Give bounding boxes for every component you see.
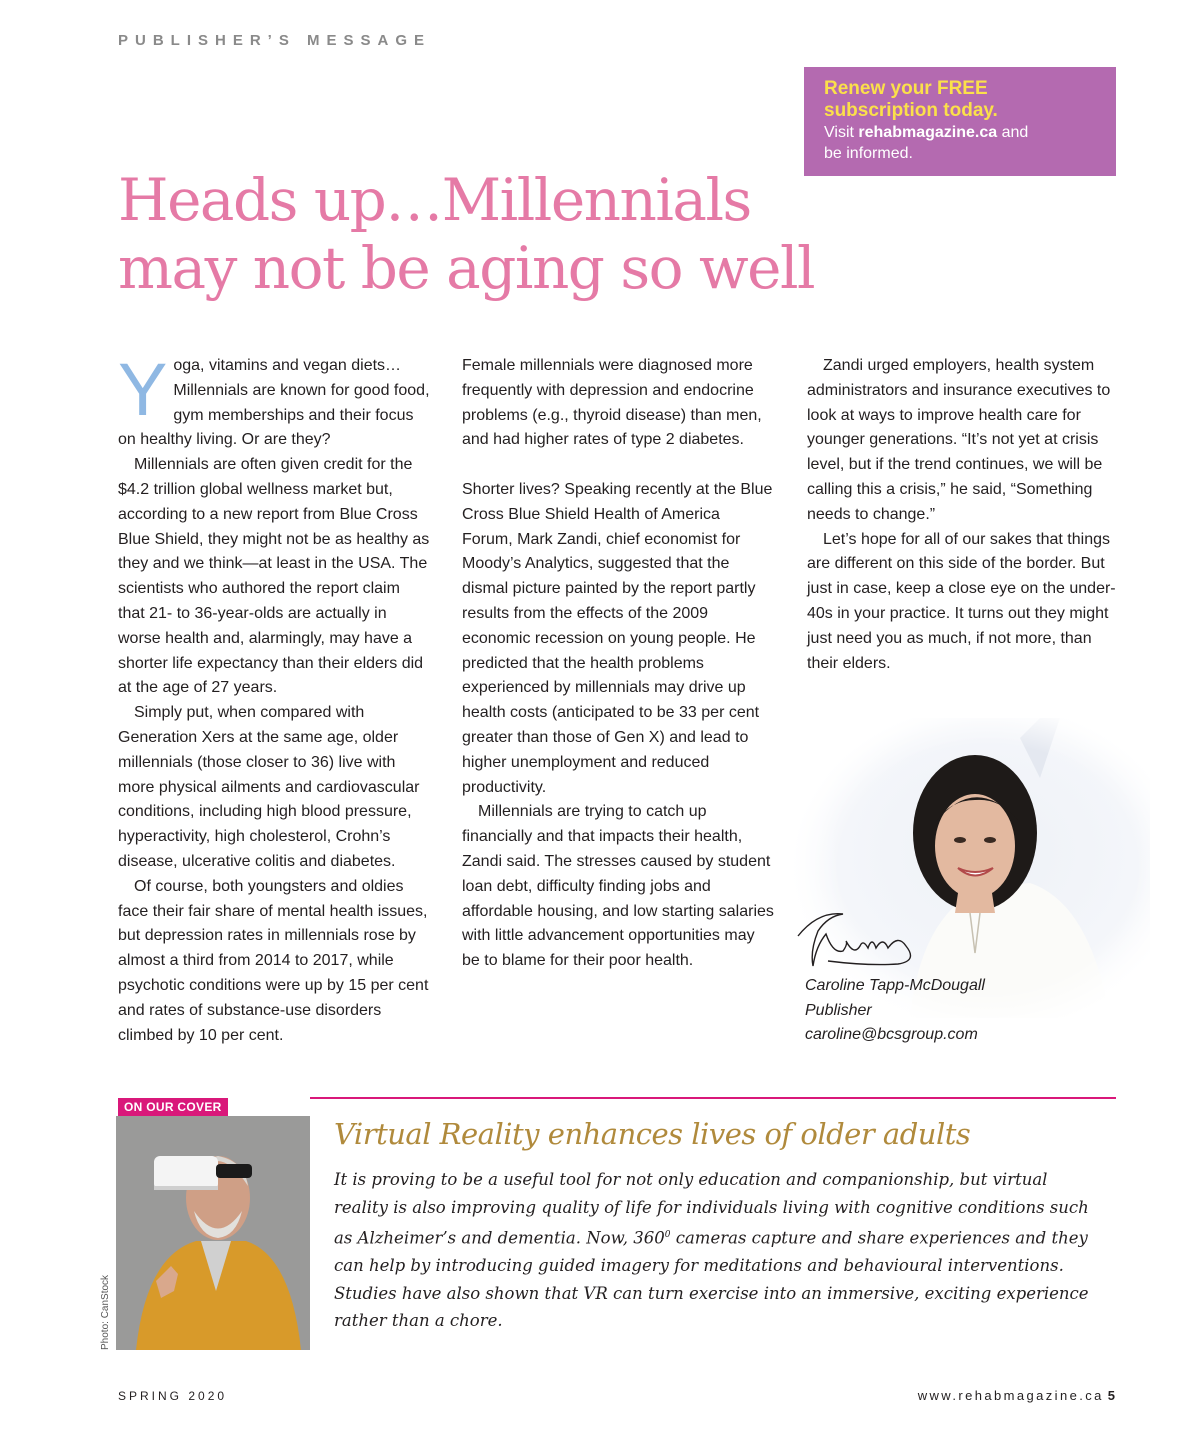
promo-headline-2: subscription today.: [824, 100, 998, 121]
col2-paragraph-3: Millennials are trying to catch up financially and that impacts their health, Zandi said. The stresses caused by student loan debt, difficulty finding jobs and affordable housing, and low starting salaries with little advancement opportunities may be to blame for their poor health.: [462, 803, 774, 970]
author-email[interactable]: caroline@bcsgroup.com: [805, 1026, 978, 1043]
article-column-1: [118, 348, 430, 1048]
cover-story-text: [334, 1166, 1094, 1335]
promo-and-word: and: [997, 124, 1029, 141]
col1-paragraph-1: oga, vitamins and vegan diets… Millennials are known for good food, gym memberships and their focus on healthy living. Or are they?: [118, 357, 430, 449]
col1-paragraph-4: Of course, both youngsters and oldies face their fair share of mental health issues, but depression rates in millennials rose by almost a third from 2014 to 2017, while psychotic conditions were up by 15 per cent and rates of substance-use disorders climbed by 10 per cent.: [118, 877, 429, 1044]
col1-paragraph-3: Simply put, when compared with Generation Xers at the same age, older millennials (those closer to 36) live with more physical ailments and cardiovascular conditions, including high blood pressure, hyperactivity, high cholesterol, Crohn’s disease, ulcerative colitis and diabetes.: [118, 704, 420, 870]
promo-site-link[interactable]: rehabmagazine.ca: [858, 124, 998, 141]
article-column-3: [807, 354, 1119, 676]
promo-be-informed: be informed.: [824, 145, 913, 162]
section-label: PUBLISHER’S MESSAGE: [118, 32, 432, 49]
headline-line-2: may not be aging so well: [118, 234, 815, 302]
article-headline: [118, 166, 818, 302]
promo-visit-word: Visit: [824, 124, 859, 141]
cover-text-part-2: cameras capture and share experiences and they can help by introducing guided imagery for meditations and behavioural interventions. Studies have also shown that VR can turn exercise into an immersive, exciting experience rather than a chore.: [334, 1228, 1089, 1331]
promo-headline-1: Renew your FREE: [824, 78, 988, 99]
footer-website: [918, 1388, 1115, 1403]
cover-text-superscript: 0: [664, 1229, 671, 1240]
photo-credit: Photo: CanStock: [100, 1274, 111, 1350]
col1-paragraph-2: Millennials are often given credit for the $4.2 trillion global wellness market but, according to a new report from Blue Cross Blue Shield, they might not be as healthy as they and we think—at least in the USA. The scientists who authored the report claim that 21- to 36-year-olds are actually in worse health and, alarmingly, may have a shorter life expectancy than their elders did at the age of 27 years.: [118, 456, 430, 697]
cover-photo-vr-senior: [116, 1116, 310, 1350]
issue-label: SPRING 2020: [118, 1389, 228, 1403]
publisher-signature: [788, 906, 928, 976]
subscription-promo[interactable]: [804, 67, 1116, 176]
col2-paragraph-2: Shorter lives? Speaking recently at the Blue Cross Blue Shield Health of America Forum, Mark Zandi, chief economist for Moody’s Analytics, suggested that the dismal picture painted by the report partly results from the effects of the 2009 economic recession on young people. He predicted that the health problems experienced by millennials may drive up health costs (anticipated to be 33 per cent greater than those of Gen X) and lead to higher unemployment and reduced productivity.: [462, 480, 773, 796]
col3-paragraph-2: Let’s hope for all of our sakes that things are different on this side of the border. But just in case, keep a close eye on the under-40s in your practice. It turns out they might just need you as much, if not more, than their elders.: [807, 530, 1116, 672]
author-role: Publisher: [805, 1001, 872, 1019]
article-column-2: [462, 354, 774, 974]
on-our-cover-tag: ON OUR COVER: [118, 1098, 228, 1116]
headline-line-1: Heads up…Millennials: [118, 166, 751, 234]
cover-text-part-1: It is proving to be a useful tool for not only education and companionship, but virtual reality is also improving quality of life for individuals living with cognitive conditions such as Alzheimer’s and dementia. Now, 360: [334, 1170, 1089, 1248]
page-number: 5: [1107, 1388, 1115, 1403]
author-name: Caroline Tapp-McDougall: [805, 977, 985, 994]
col2-paragraph-1: Female millennials were diagnosed more frequently with depression and endocrine problems (e.g., thyroid disease) than men, and had higher rates of type 2 diabetes.: [462, 357, 762, 449]
promo-visit-line: [824, 122, 1096, 143]
cover-story-title[interactable]: Virtual Reality enhances lives of older adults: [334, 1117, 971, 1151]
author-signature-block: [805, 974, 985, 1048]
col3-paragraph-1: Zandi urged employers, health system administrators and insurance executives to look at ways to improve health care for younger generations. “It’s not yet at crisis level, but if the trend continues, we will be calling this a crisis,” he said, “Something needs to change.”: [807, 357, 1111, 523]
website-link[interactable]: www.rehabmagazine.ca: [917, 1388, 1104, 1403]
drop-cap: Y: [118, 348, 168, 431]
cover-divider: [310, 1097, 1116, 1099]
